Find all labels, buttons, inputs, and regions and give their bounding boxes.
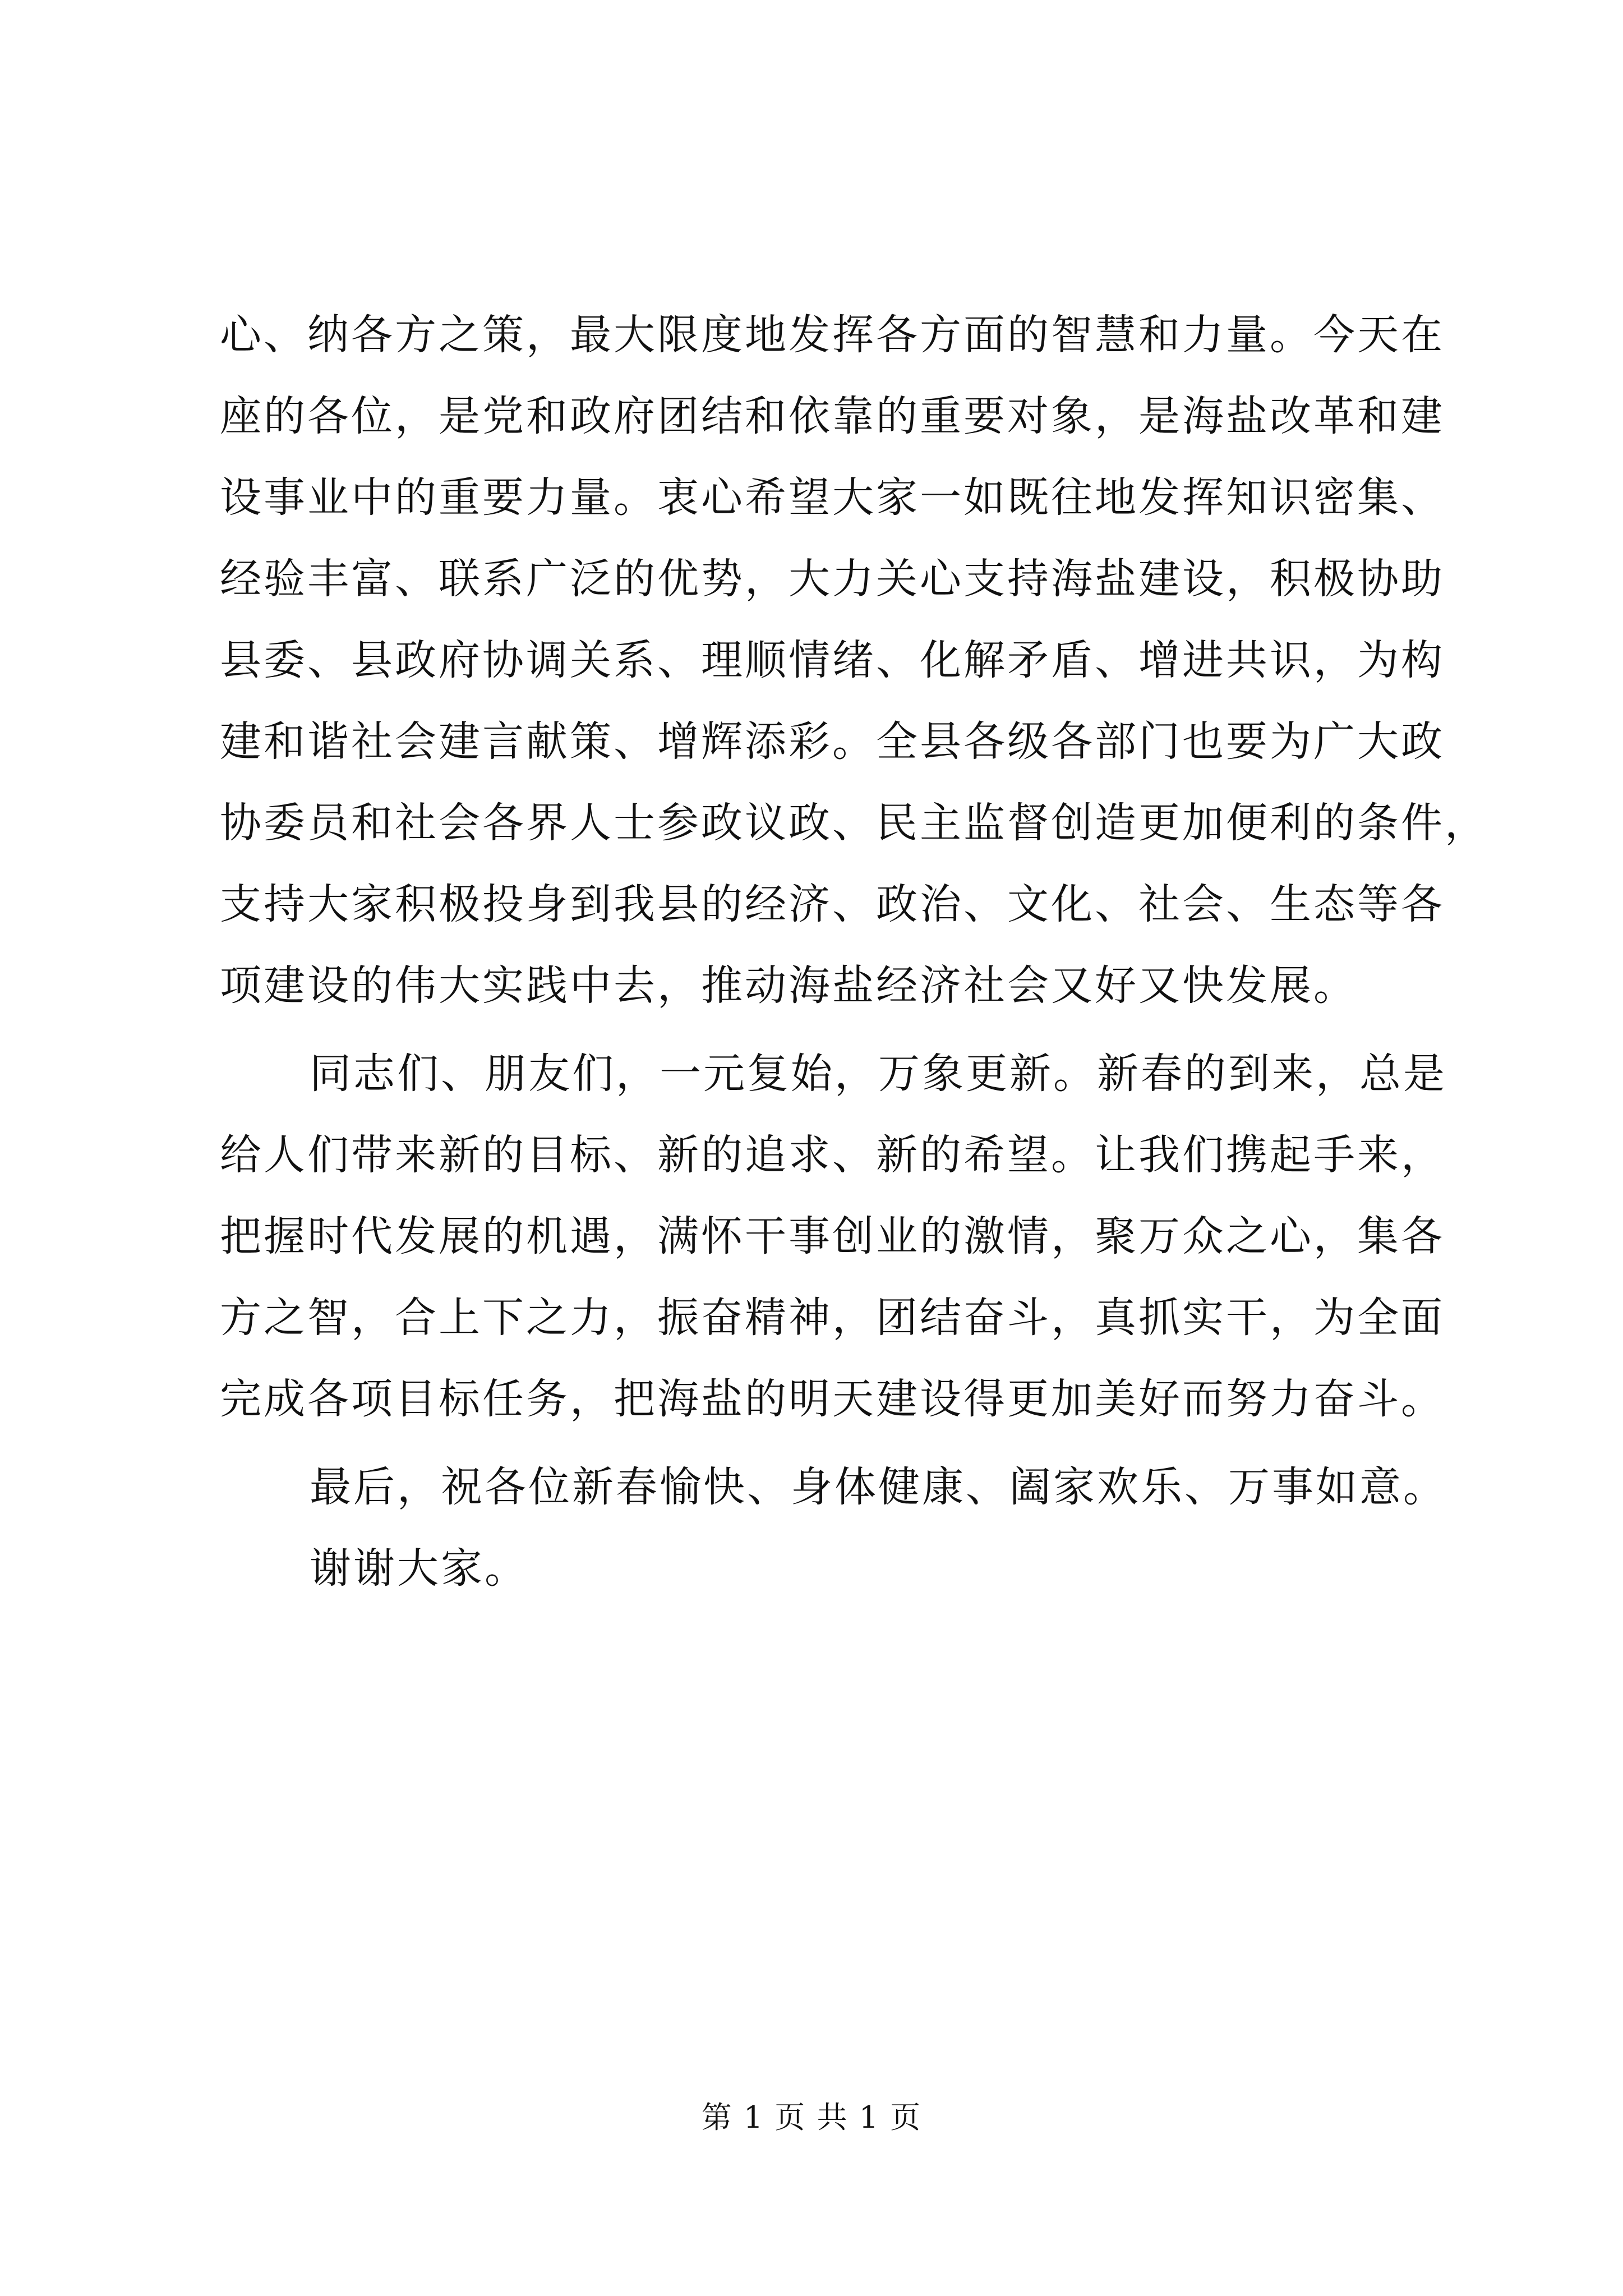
text-line: 同志们、朋友们，一元复始，万象更新。新春的到来，总是 (310, 1050, 1447, 1098)
paragraph (220, 295, 1488, 1027)
text-line: 座的各位，是党和政府团结和依靠的重要对象，是海盐改革和建 (220, 392, 1445, 440)
paragraph-spacer (220, 1440, 1415, 1447)
paragraph-spacer (220, 1027, 1415, 1033)
text-line: 经验丰富、联系广泛的优势，大力关心支持海盐建设，积极协助 (220, 555, 1445, 603)
text-line: 协委员和社会各界人士参政议政、民主监督创造更加便利的条件， (220, 799, 1488, 847)
text-line: 把握时代发展的机遇，满怀干事创业的激情，聚万众之心，集各 (220, 1212, 1445, 1260)
text-line: 谢谢大家。 (310, 1544, 528, 1593)
paragraph (220, 1447, 1447, 1528)
page-footer (0, 2098, 1623, 2137)
text-line: 方之智，合上下之力，振奋精神，团结奋斗，真抓实干，为全面 (220, 1294, 1445, 1342)
text-line: 设事业中的重要力量。衷心希望大家一如既往地发挥知识密集、 (220, 473, 1445, 522)
page-number-label: 第 1 页 共 1 页 (701, 2100, 922, 2135)
text-line: 项建设的伟大实践中去，推动海盐经济社会又好又快发展。 (220, 961, 1357, 1010)
text-line: 最后，祝各位新春愉快、身体健康、阖家欢乐、万事如意。 (310, 1463, 1447, 1511)
text-line: 建和谐社会建言献策、增辉添彩。全县各级各部门也要为广大政 (220, 717, 1445, 766)
text-line: 心、纳各方之策，最大限度地发挥各方面的智慧和力量。今天在 (220, 311, 1445, 359)
text-line: 完成各项目标任务，把海盐的明天建设得更加美好而努力奋斗。 (220, 1375, 1445, 1423)
text-line: 县委、县政府协调关系、理顺情绪、化解矛盾、增进共识，为构 (220, 636, 1445, 684)
paragraph (220, 1033, 1447, 1440)
text-line: 给人们带来新的目标、新的追求、新的希望。让我们携起手来， (220, 1131, 1445, 1179)
paragraph (220, 1528, 1415, 1609)
text-line: 支持大家积极投身到我县的经济、政治、文化、社会、生态等各 (220, 880, 1445, 928)
document-body (220, 295, 1488, 1609)
